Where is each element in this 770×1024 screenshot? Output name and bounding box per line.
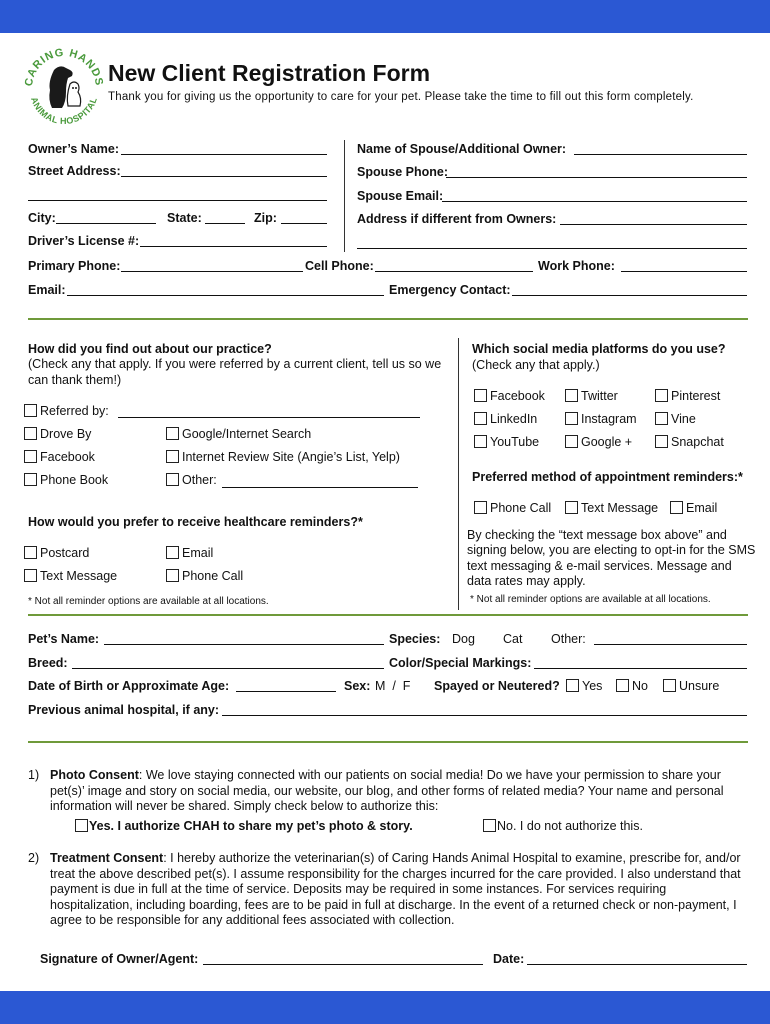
social-vine-checkbox[interactable]	[655, 412, 668, 425]
date-label: Date:	[493, 952, 525, 966]
phone-reminder-text: Phone Call	[182, 569, 244, 583]
phonebook-text: Phone Book	[40, 473, 109, 487]
state-field[interactable]	[205, 223, 245, 224]
logo-text-top: CARING HANDS	[22, 46, 106, 88]
color-label: Color/Special Markings:	[389, 656, 532, 670]
appt-email-checkbox[interactable]	[670, 501, 683, 514]
appt-text-option[interactable]	[565, 501, 658, 515]
state-label: State:	[167, 211, 202, 225]
email-reminder-checkbox[interactable]	[166, 546, 179, 559]
social-googleplus-text: Google +	[581, 435, 633, 449]
other-field[interactable]	[222, 487, 418, 488]
sms-note: By checking the “text message box above” and signing below, you are electing to opt-in for the SMS text messaging & e-mail services. Message and data rates may apply.	[467, 528, 756, 588]
form-title: New Client Registration Form	[108, 60, 431, 86]
prev-hospital-field[interactable]	[222, 715, 747, 716]
consent-number-2: 2)	[28, 851, 40, 865]
social-instagram-option[interactable]	[565, 412, 637, 426]
referred-text: Referred by:	[40, 404, 109, 418]
spouse-name-field[interactable]	[574, 154, 747, 155]
appt-phone-option[interactable]	[474, 501, 551, 515]
appt-phone-checkbox[interactable]	[474, 501, 487, 514]
section-rule-1	[28, 318, 748, 320]
top-banner	[0, 0, 770, 33]
text-reminder-text: Text Message	[40, 569, 118, 583]
other-checkbox[interactable]	[166, 473, 179, 486]
spayed-yes-checkbox[interactable]	[566, 679, 579, 692]
email-field[interactable]	[67, 295, 384, 296]
species-cat[interactable]: Cat	[503, 632, 523, 646]
social-question: Which social media platforms do you use?	[472, 342, 726, 356]
google-option[interactable]	[166, 427, 311, 441]
phonebook-option[interactable]	[24, 473, 108, 487]
social-vine-option[interactable]	[655, 412, 696, 426]
hospital-logo	[20, 40, 106, 130]
drove-text: Drove By	[40, 427, 92, 441]
city-field[interactable]	[56, 223, 156, 224]
spouse-name-label: Name of Spouse/Additional Owner:	[357, 142, 567, 156]
google-text: Google/Internet Search	[182, 427, 312, 441]
sex-options[interactable]: M / F	[375, 679, 411, 693]
owner-name-field[interactable]	[121, 154, 327, 155]
work-phone-label: Work Phone:	[538, 259, 615, 273]
bottom-banner	[0, 991, 770, 1024]
text-reminder-option[interactable]	[24, 569, 117, 583]
phone-reminder-checkbox[interactable]	[166, 569, 179, 582]
spayed-yes-text: Yes	[582, 679, 603, 693]
photo-no-text: No. I do not authorize this.	[497, 819, 643, 833]
healthcare-question: How would you prefer to receive healthcare reminders?*	[28, 515, 363, 529]
spayed-yes-option[interactable]	[566, 679, 602, 693]
photo-no-checkbox[interactable]	[483, 819, 496, 832]
social-facebook-text: Facebook	[490, 389, 545, 403]
section-rule-2	[28, 614, 748, 616]
color-field[interactable]	[534, 668, 747, 669]
species-other-field[interactable]	[594, 644, 747, 645]
postcard-text: Postcard	[40, 546, 90, 560]
spayed-unsure-option[interactable]	[663, 679, 719, 693]
photo-consent-title: Photo Consent	[50, 768, 139, 782]
consent-number-1: 1)	[28, 768, 40, 782]
drove-option[interactable]	[24, 427, 91, 441]
social-twitter-option[interactable]	[565, 389, 618, 403]
appt-email-text: Email	[686, 501, 718, 515]
owner-name-label: Owner’s Name:	[28, 142, 120, 156]
species-dog[interactable]: Dog	[452, 632, 475, 646]
email-reminder-text: Email	[182, 546, 214, 560]
email-label: Email:	[28, 283, 66, 297]
referred-checkbox[interactable]	[24, 404, 37, 417]
social-pinterest-option[interactable]	[655, 389, 720, 403]
spayed-unsure-text: Unsure	[679, 679, 720, 693]
social-googleplus-checkbox[interactable]	[565, 435, 578, 448]
address-diff-label: Address if different from Owners:	[357, 212, 557, 226]
sex-label: Sex:	[344, 679, 371, 693]
postcard-checkbox[interactable]	[24, 546, 37, 559]
social-linkedin-text: LinkedIn	[490, 412, 538, 426]
date-field[interactable]	[527, 964, 747, 965]
social-vine-text: Vine	[671, 412, 696, 426]
middle-divider	[458, 338, 459, 610]
social-linkedin-option[interactable]	[474, 412, 537, 426]
prev-hospital-label: Previous animal hospital, if any:	[28, 703, 220, 717]
photo-consent-body: : We love staying connected with our patients on social media! Do we have your permission to share your pet(s)’ image and story on social media, our website, our blog, and other forms of related media? Your name and personal information will never be shared. Simply check below to authorize this:	[50, 768, 724, 813]
practice-note: (Check any that apply. If you were referred by a current client, tell us so we can thank them!)	[28, 357, 442, 387]
owner-divider	[344, 140, 345, 252]
social-note: (Check any that apply.)	[472, 358, 600, 372]
referred-option[interactable]	[24, 404, 109, 418]
google-checkbox[interactable]	[166, 427, 179, 440]
pet-name-field[interactable]	[104, 644, 384, 645]
photo-no-option[interactable]	[483, 819, 643, 833]
photo-yes-text: Yes. I authorize CHAH to share my pet’s photo & story.	[89, 819, 413, 833]
social-linkedin-checkbox[interactable]	[474, 412, 487, 425]
spayed-unsure-checkbox[interactable]	[663, 679, 676, 692]
license-field[interactable]	[140, 246, 327, 247]
practice-question: How did you find out about our practice?	[28, 342, 272, 356]
social-instagram-text: Instagram	[581, 412, 637, 426]
dob-label: Date of Birth or Approximate Age:	[28, 679, 230, 693]
city-label: City:	[28, 211, 56, 225]
social-facebook-option[interactable]	[474, 389, 545, 403]
facebook-checkbox[interactable]	[24, 450, 37, 463]
reminder-footnote: * Not all reminder options are available at all locations.	[28, 596, 269, 607]
social-googleplus-option[interactable]	[565, 435, 632, 449]
email-reminder-option[interactable]	[166, 546, 213, 560]
spayed-no-option[interactable]	[616, 679, 648, 693]
social-snapchat-text: Snapchat	[671, 435, 724, 449]
dob-field[interactable]	[236, 691, 336, 692]
facebook-text: Facebook	[40, 450, 95, 464]
spouse-email-label: Spouse Email:	[357, 189, 444, 203]
primary-phone-field[interactable]	[121, 271, 303, 272]
signature-label: Signature of Owner/Agent:	[40, 952, 199, 966]
address-diff-field[interactable]	[560, 224, 747, 225]
social-youtube-text: YouTube	[490, 435, 540, 449]
social-youtube-option[interactable]	[474, 435, 539, 449]
breed-label: Breed:	[28, 656, 68, 670]
appt-question: Preferred method of appointment reminders:*	[472, 470, 743, 484]
street-label: Street Address:	[28, 164, 121, 178]
social-snapchat-checkbox[interactable]	[655, 435, 668, 448]
spayed-no-text: No	[632, 679, 648, 693]
text-reminder-checkbox[interactable]	[24, 569, 37, 582]
treatment-consent-title: Treatment Consent	[50, 851, 164, 865]
form-subtitle: Thank you for giving us the opportunity to care for your pet. Please take the time to fill out this form completely.	[108, 91, 694, 103]
treatment-consent-text	[50, 851, 750, 929]
phonebook-checkbox[interactable]	[24, 473, 37, 486]
logo-text-bottom: ANIMAL HOSPITAL	[28, 95, 99, 127]
reminder-footnote-2: * Not all reminder options are available at all locations.	[470, 594, 711, 605]
review-text: Internet Review Site (Angie’s List, Yelp)	[182, 450, 400, 464]
pet-name-label: Pet’s Name:	[28, 632, 100, 646]
social-twitter-checkbox[interactable]	[565, 389, 578, 402]
phone-reminder-option[interactable]	[166, 569, 243, 583]
other-option[interactable]	[166, 473, 217, 487]
appt-text-text: Text Message	[581, 501, 659, 515]
street-field-2[interactable]	[28, 200, 327, 201]
zip-field[interactable]	[281, 223, 327, 224]
drove-checkbox[interactable]	[24, 427, 37, 440]
license-label: Driver’s License #:	[28, 234, 140, 248]
spouse-phone-field[interactable]	[446, 177, 747, 178]
address-diff-field-2[interactable]	[357, 248, 747, 249]
appt-email-option[interactable]	[670, 501, 717, 515]
spouse-email-field[interactable]	[442, 201, 747, 202]
emergency-label: Emergency Contact:	[389, 283, 511, 297]
appt-phone-text: Phone Call	[490, 501, 552, 515]
emergency-field[interactable]	[512, 295, 747, 296]
spayed-no-checkbox[interactable]	[616, 679, 629, 692]
species-label: Species:	[389, 632, 441, 646]
referred-field[interactable]	[118, 417, 420, 418]
treatment-consent-body: : I hereby authorize the veterinarian(s) of Caring Hands Animal Hospital to examine, prescribe for, and/or treat the above described pet(s). I assume responsibility for the charges incurred for the care provided. I also understand that payment is due in full at the time of service. Deposits may be required in some instances. For services requiring hospitalization, including boarding, fees are to be paid in full at discharge. In the event of a returned check or non-payment, I agree to be responsible for any additional fees associated with collection.	[50, 851, 741, 927]
social-instagram-checkbox[interactable]	[565, 412, 578, 425]
primary-phone-label: Primary Phone:	[28, 259, 121, 273]
social-snapchat-option[interactable]	[655, 435, 724, 449]
section-rule-3	[28, 741, 748, 743]
spouse-phone-label: Spouse Phone:	[357, 165, 448, 179]
social-facebook-checkbox[interactable]	[474, 389, 487, 402]
social-twitter-text: Twitter	[581, 389, 618, 403]
photo-yes-checkbox[interactable]	[75, 819, 88, 832]
spayed-label: Spayed or Neutered?	[434, 679, 560, 693]
cell-phone-label: Cell Phone:	[305, 259, 374, 273]
review-checkbox[interactable]	[166, 450, 179, 463]
social-pinterest-checkbox[interactable]	[655, 389, 668, 402]
breed-field[interactable]	[72, 668, 384, 669]
facebook-option[interactable]	[24, 450, 95, 464]
photo-consent-text	[50, 768, 750, 815]
zip-label: Zip:	[254, 211, 277, 225]
other-text: Other:	[182, 473, 217, 487]
cell-phone-field[interactable]	[375, 271, 533, 272]
photo-yes-option[interactable]	[75, 819, 413, 833]
appt-text-checkbox[interactable]	[565, 501, 578, 514]
signature-field[interactable]	[203, 964, 483, 965]
social-pinterest-text: Pinterest	[671, 389, 721, 403]
species-other[interactable]: Other:	[551, 632, 586, 646]
work-phone-field[interactable]	[621, 271, 747, 272]
street-field[interactable]	[121, 176, 327, 177]
postcard-option[interactable]	[24, 546, 89, 560]
social-youtube-checkbox[interactable]	[474, 435, 487, 448]
review-option[interactable]	[166, 450, 400, 464]
